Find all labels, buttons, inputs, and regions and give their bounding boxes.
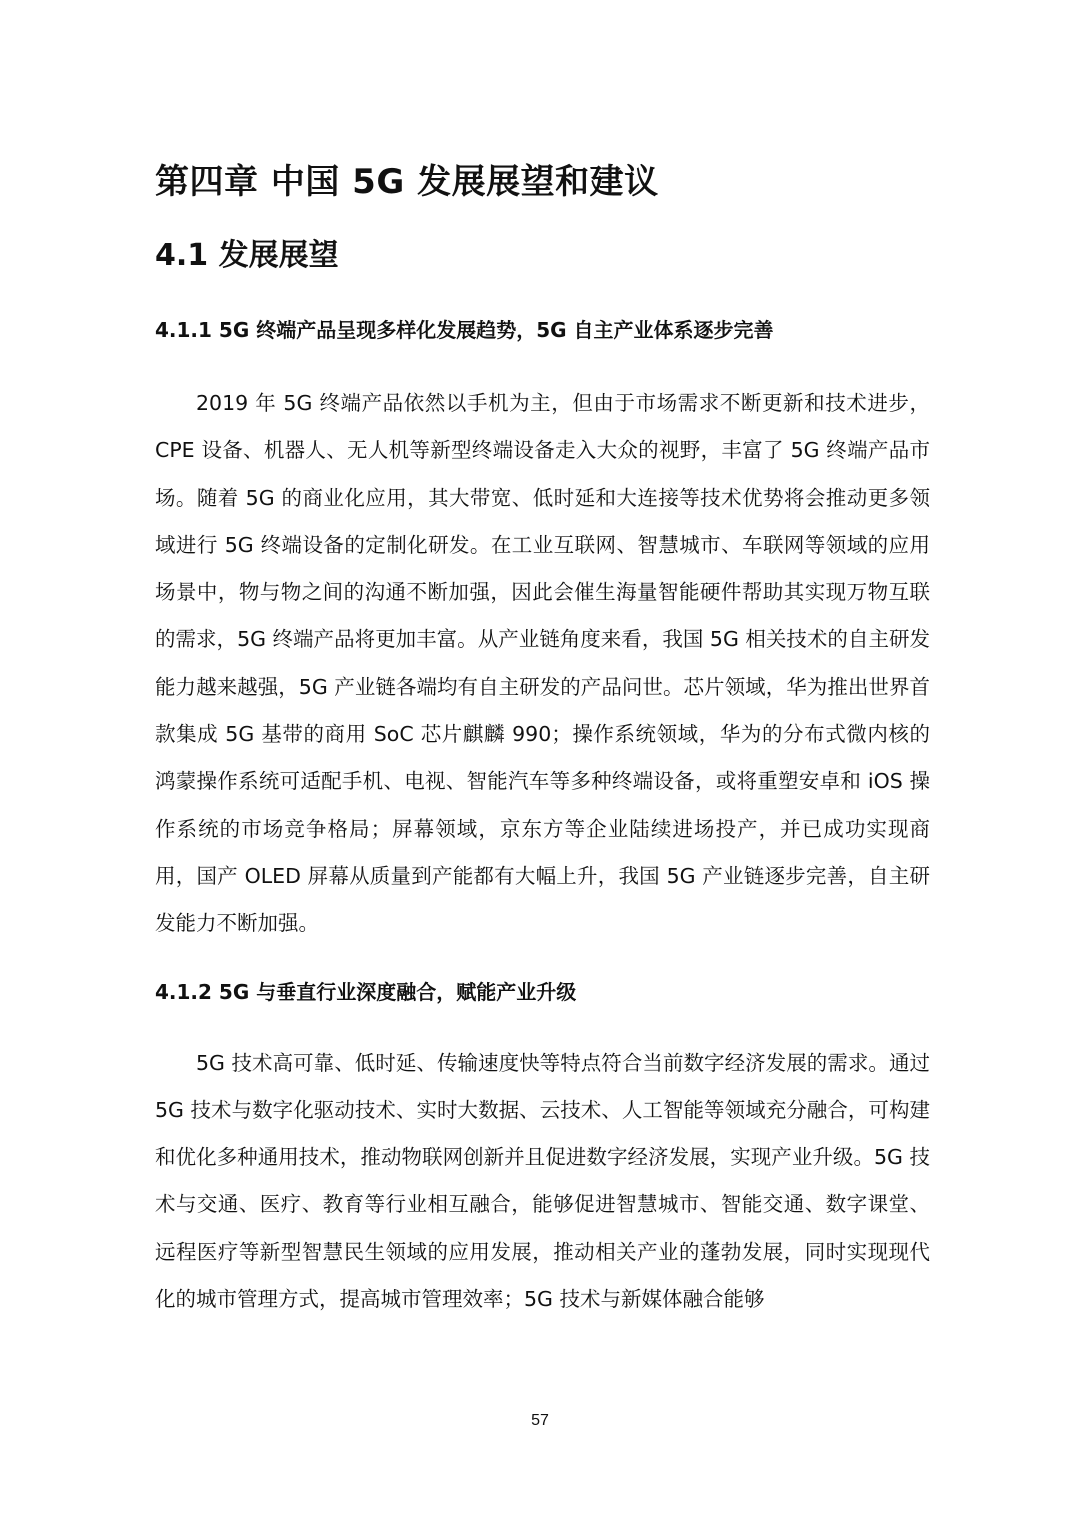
paragraph-4-1-1: 2019 年 5G 终端产品依然以手机为主，但由于市场需求不断更新和技术进步，CPE 设备、机器人、无人机等新型终端设备走入大众的视野，丰富了 5G 终端产品市场。随着 5G 的商业化应用，其大带宽、低时延和大连接等技术优势将会推动更多领域进行 5G 终端设备的定制化研发。在工业互联网、智慧城市、车联网等领域的应用场景中，物与物之间的沟通不断加强，因此会催生海量智能硬件帮助其实现万物互联的需求，5G 终端产品将更加丰富。从产业链角度来看，我国 5G 相关技术的自主研发能力越来越强，5G 产业链各端均有自主研发的产品问世。芯片领域，华为推出世界首款集成 5G 基带的商用 SoC 芯片麒麟 990；操作系统领域，华为的分布式微内核的鸿蒙操作系统可适配手机、电视、智能汽车等多种终端设备，或将重塑安卓和 iOS 操作系统的市场竞争格局；屏幕领域，京东方等企业陆续进场投产，并已成功实现商用，国产 OLED 屏幕从质量到产能都有大幅上升，我国 5G 产业链逐步完善，自主研发能力不断加强。	[155, 391, 930, 936]
paragraph-4-1-2: 5G 技术高可靠、低时延、传输速度快等特点符合当前数字经济发展的需求。通过 5G 技术与数字化驱动技术、实时大数据、云技术、人工智能等领域充分融合，可构建和优化多种通用技术，推动物联网创新并且促进数字经济发展，实现产业升级。5G 技术与交通、医疗、教育等行业相互融合，能够促进智慧城市、智能交通、数字课堂、远程医疗等新型智慧民生领域的应用发展，推动相关产业的蓬勃发展，同时实现现代化的城市管理方式，提高城市管理效率；5G 技术与新媒体融合能够	[155, 1050, 930, 1312]
subsection-title-4-1-1: 4.1.1 5G 终端产品呈现多样化发展趋势，5G 自主产业体系逐步完善	[155, 318, 774, 342]
section-title: 4.1 发展展望	[155, 238, 339, 273]
chapter-title: 第四章 中国 5G 发展展望和建议	[155, 162, 659, 202]
page-number: 57	[531, 1412, 549, 1429]
page-content	[155, 150, 930, 1323]
subsection-title-4-1-2: 4.1.2 5G 与垂直行业深度融合，赋能产业升级	[155, 979, 577, 1004]
